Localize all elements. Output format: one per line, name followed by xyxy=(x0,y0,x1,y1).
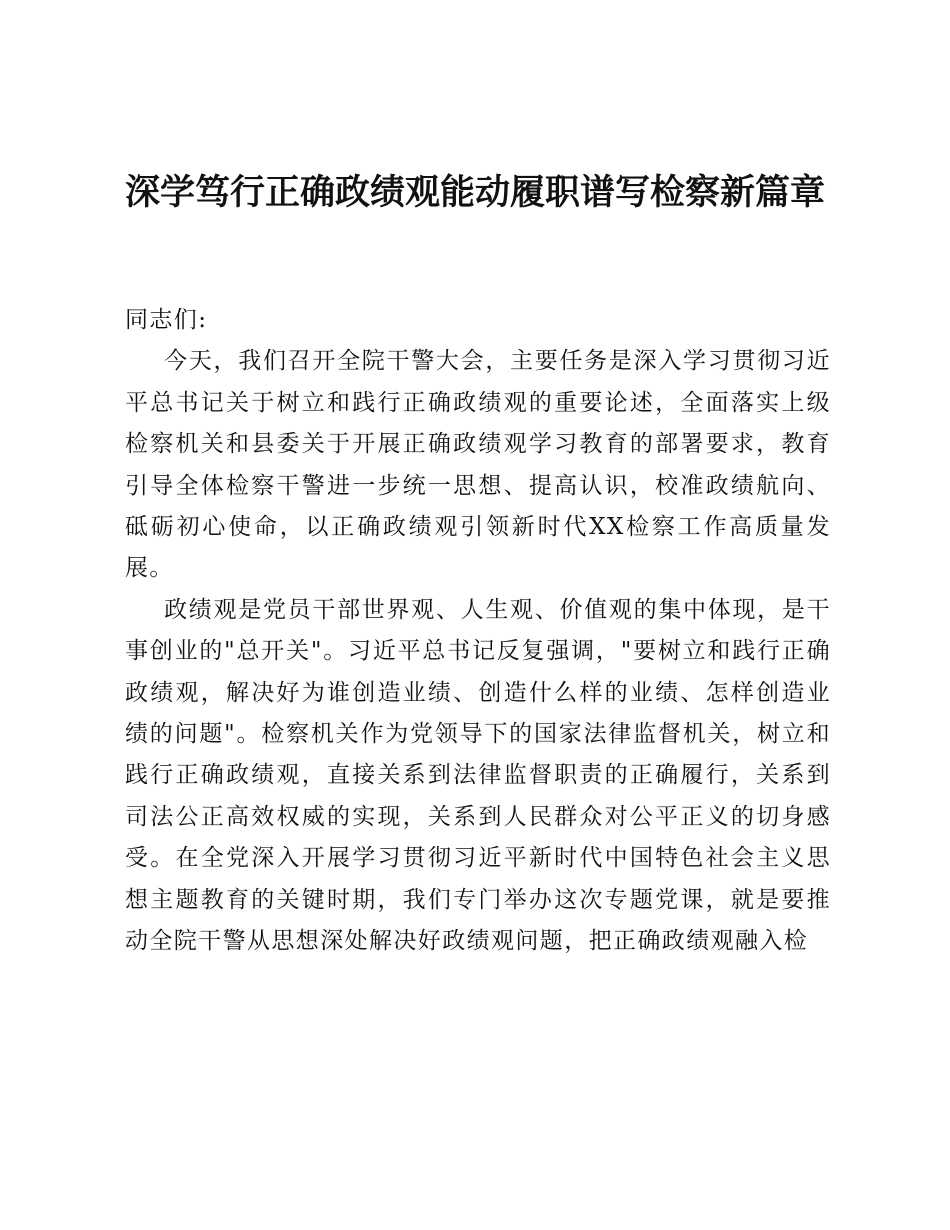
document-title: 深学笃行正确政绩观能动履职谱写检察新篇章 xyxy=(124,172,825,213)
paragraph-1: 今天，我们召开全院干警大会，主要任务是深入学习贯彻习近平总书记关于树立和践行正确政绩观的重要论述，全面落实上级检察机关和县委关于开展正确政绩观学习教育的部署要求，教育引导全体检察干警进一步统一思想、提高认识，校准政绩航向、砥砺初心使命，以正确政绩观引领新时代XX检察工作高质量发展。 xyxy=(125,348,831,582)
paragraph-2: 政绩观是党员干部世界观、人生观、价值观的集中体现，是干事创业的"总开关"。习近平总书记反复强调，"要树立和践行正确政绩观，解决好为谁创造业绩、创造什么样的业绩、怎样创造业绩的问题"。检察机关作为党领导下的国家法律监督机关，树立和践行正确政绩观，直接关系到法律监督职责的正确履行，关系到司法公正高效权威的实现，关系到人民群众对公平正义的切身感受。在全党深入开展学习贯彻习近平新时代中国特色社会主义思想主题教育的关键时期，我们专门举办这次专题党课，就是要推动全院干警从思想深处解决好政绩观问题，把正确政绩观融入检 xyxy=(125,596,831,955)
document-body xyxy=(125,300,831,963)
salutation: 同志们: xyxy=(125,307,208,333)
